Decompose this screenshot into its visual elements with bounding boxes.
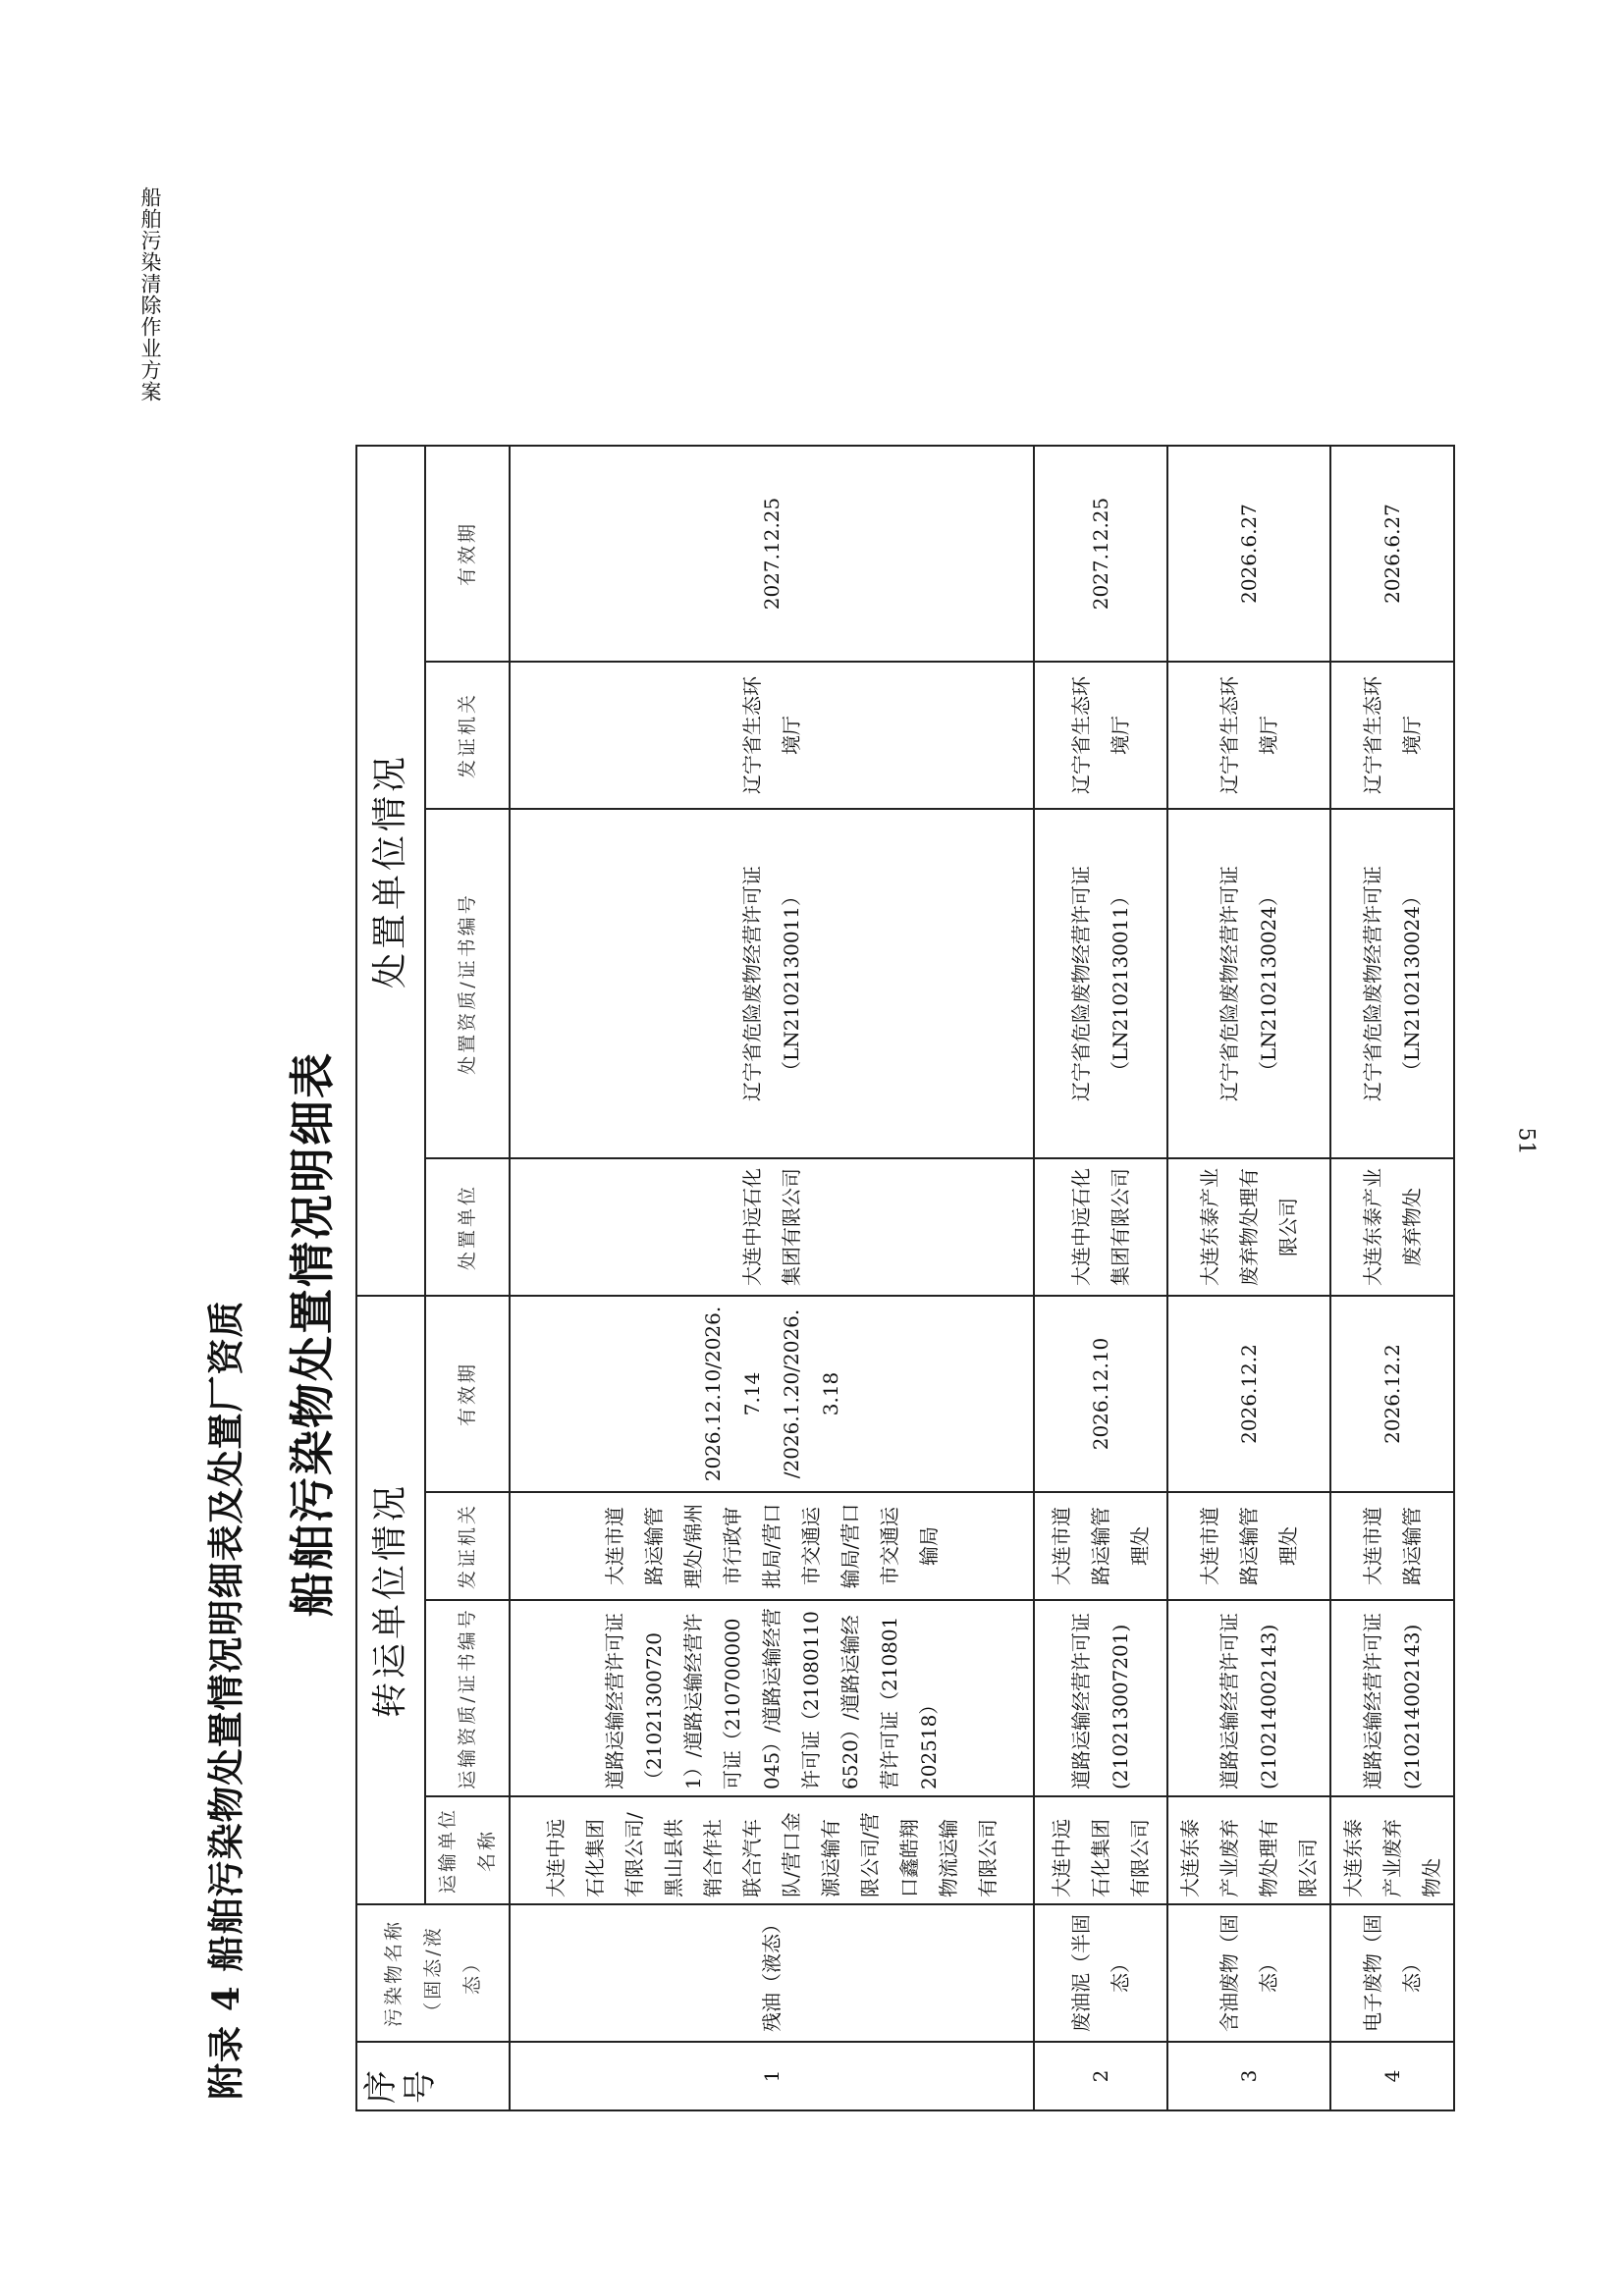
- row-seq: 2: [1034, 2042, 1167, 2110]
- row-t-unit: 大连东泰产业废弃物处: [1330, 1796, 1454, 1904]
- row-t-authority: 大连市道路运输管理处: [1034, 1492, 1167, 1600]
- header-d-valid: 有效期: [425, 446, 510, 662]
- row-t-valid-line-1: 2026.12.10/2026.7.14: [701, 1306, 764, 1482]
- rotated-page-content: [196, 136, 1473, 2104]
- row-t-valid: 2026.12.10: [1034, 1296, 1167, 1492]
- row-t-valid: 2026.12.2: [1330, 1296, 1454, 1492]
- row-t-valid-line-2: /2026.1.20/2026.3.18: [780, 1308, 842, 1479]
- row-d-unit: 大连中远石化集团有限公司: [1034, 1158, 1167, 1296]
- row-d-cert-line-2: （LN2102130024）: [1257, 885, 1280, 1082]
- table-row: [510, 446, 1034, 2110]
- header-d-unit: 处置单位: [425, 1158, 510, 1296]
- appendix-title: 附录 4 船舶污染物处置情况明细表及处置厂资质: [204, 1300, 247, 2100]
- row-d-cert-line-1: 辽宁省危险废物经营许可证: [1361, 866, 1384, 1101]
- row-d-authority: 辽宁省生态环境厅: [510, 662, 1034, 809]
- row-t-cert: 道路运输经营许可证(210214002143): [1330, 1600, 1454, 1796]
- header-t-cert: 运输资质/证书编号: [425, 1600, 510, 1796]
- row-d-unit: 大连东泰产业废弃物处: [1330, 1158, 1454, 1296]
- row-d-cert: [1034, 809, 1167, 1158]
- row-d-cert-line-2: （LN2102130011）: [1109, 885, 1132, 1082]
- row-t-cert: 道路运输经营许可证(210213007201): [1034, 1600, 1167, 1796]
- disposal-table: [355, 445, 1455, 2111]
- header-t-authority: 发证机关: [425, 1492, 510, 1600]
- row-d-authority: 辽宁省生态环境厅: [1167, 662, 1330, 809]
- row-d-unit: 大连东泰产业废弃物处理有限公司: [1167, 1158, 1330, 1296]
- row-d-cert: [1167, 809, 1330, 1158]
- row-seq: 4: [1330, 2042, 1454, 2110]
- row-pollutant: 含油废物（固态）: [1167, 1904, 1330, 2042]
- header-disposal-group: 处置单位情况: [356, 446, 425, 1296]
- table-row: [1167, 446, 1330, 2110]
- row-d-cert-line-2: （LN2102130024）: [1400, 885, 1424, 1082]
- row-t-authority: 大连市道路运输管理处: [1167, 1492, 1330, 1600]
- table-row: [1034, 446, 1167, 2110]
- row-t-authority: 大连市道路运输管理处/锦州市行政审批局/营口市交通运输局/营口市交通运输局: [510, 1492, 1034, 1600]
- row-t-authority: 大连市道路运输管: [1330, 1492, 1454, 1600]
- header-d-authority: 发证机关: [425, 662, 510, 809]
- row-d-cert: [510, 809, 1034, 1158]
- header-d-cert: 处置资质/证书编号: [425, 809, 510, 1158]
- row-d-authority: 辽宁省生态环境厅: [1034, 662, 1167, 809]
- header-pollutant: 污染物名称（固态/液态）: [356, 1904, 510, 2042]
- row-d-valid: 2026.6.27: [1167, 446, 1330, 662]
- row-seq: 1: [510, 2042, 1034, 2110]
- row-d-valid: 2027.12.25: [510, 446, 1034, 662]
- row-t-unit: 大连中远石化集团有限公司/黑山县供销合作社联合汽车队/营口金源运输有限公司/营口鑫皓翔物流运输有限公司: [510, 1796, 1034, 1904]
- page-header: 船舶污染清除作业方案: [138, 187, 162, 402]
- header-t-valid: 有效期: [425, 1296, 510, 1492]
- row-pollutant: 电子废物（固态）: [1330, 1904, 1454, 2042]
- row-d-unit: 大连中远石化集团有限公司: [510, 1158, 1034, 1296]
- row-d-valid: 2026.6.27: [1330, 446, 1454, 662]
- row-d-cert-line-1: 辽宁省危险废物经营许可证: [1069, 866, 1093, 1101]
- row-t-valid: 2026.12.2: [1167, 1296, 1330, 1492]
- table-title: 船舶污染物处置情况明细表: [286, 1051, 339, 1617]
- header-t-unit: 运输单位名称: [425, 1796, 510, 1904]
- row-t-unit: 大连东泰产业废弃物处理有限公司: [1167, 1796, 1330, 1904]
- row-d-cert: [1330, 809, 1454, 1158]
- row-pollutant: 废油泥（半固态）: [1034, 1904, 1167, 2042]
- row-d-cert-line-1: 辽宁省危险废物经营许可证: [1217, 866, 1241, 1101]
- page-number: 51: [1513, 1127, 1539, 1155]
- row-d-cert-line-2: （LN2102130011）: [780, 885, 803, 1082]
- row-d-cert-line-1: 辽宁省危险废物经营许可证: [740, 866, 764, 1101]
- header-transport-group: 转运单位情况: [356, 1296, 425, 1904]
- row-t-valid: [510, 1296, 1034, 1492]
- header-seq: 序号: [356, 2042, 510, 2110]
- row-t-unit: 大连中远石化集团有限公司: [1034, 1796, 1167, 1904]
- row-t-cert: 道路运输经营许可证(210214002143): [1167, 1600, 1330, 1796]
- row-d-authority: 辽宁省生态环境厅: [1330, 662, 1454, 809]
- row-t-cert: 道路运输经营许可证（210213007201）/道路运输经营许可证（210700000045）/道路运输经营许可证（210801106520）/道路运输经营许可证（210801202518）: [510, 1600, 1034, 1796]
- row-d-valid: 2027.12.25: [1034, 446, 1167, 662]
- row-seq: 3: [1167, 2042, 1330, 2110]
- table-row: [1330, 446, 1454, 2110]
- row-pollutant: 残油（液态）: [510, 1904, 1034, 2042]
